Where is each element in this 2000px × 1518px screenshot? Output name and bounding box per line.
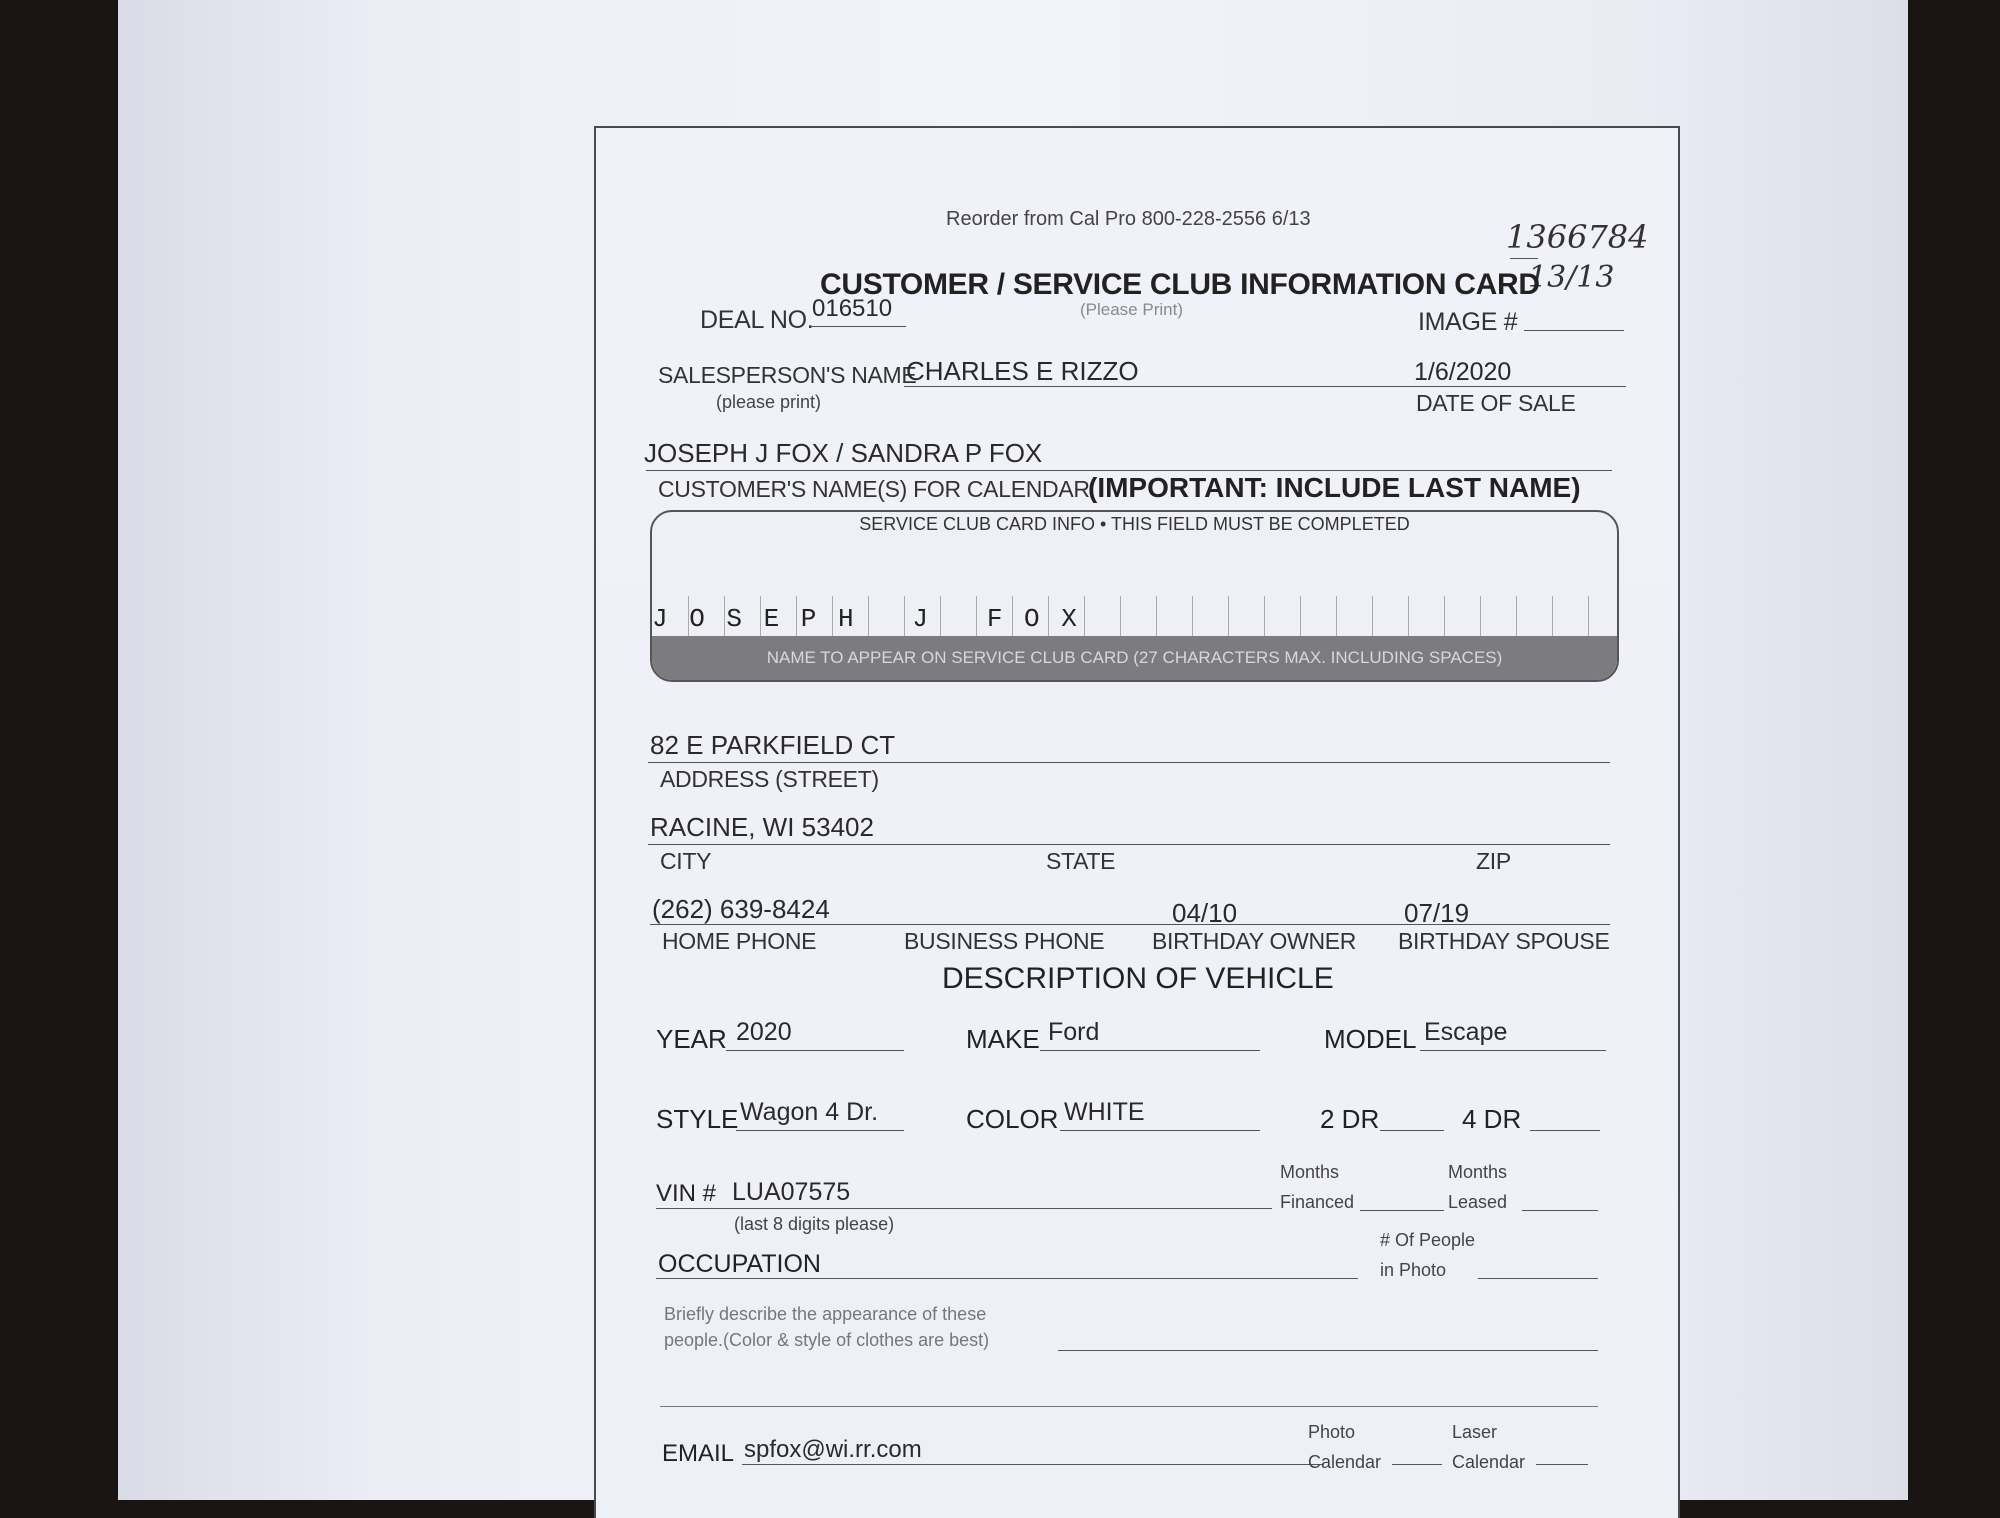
people-in-photo-label-2: in Photo: [1380, 1260, 1447, 1280]
months-leased-label-top: Months: [1448, 1162, 1508, 1182]
months-financed-label-top: Months: [1280, 1162, 1340, 1182]
four-door-label: 4 DR: [1462, 1104, 1522, 1134]
city-value: RACINE, WI 53402: [650, 812, 874, 842]
date-of-sale-label: DATE OF SALE: [1416, 390, 1576, 416]
make-label: MAKE: [966, 1024, 1040, 1054]
state-label: STATE: [1046, 848, 1116, 874]
deal-no-label: DEAL NO.: [700, 306, 814, 334]
date-of-sale-value: 1/6/2020: [1414, 358, 1512, 386]
laser-calendar-label-1: Laser: [1452, 1422, 1498, 1442]
service-club-name: JOSEPH J FOX: [652, 604, 1099, 634]
birthday-owner-label: BIRTHDAY OWNER: [1152, 928, 1357, 954]
paper-sheet: [118, 0, 1908, 1500]
home-phone-value: (262) 639-8424: [652, 894, 830, 924]
image-number-label: IMAGE #: [1418, 308, 1518, 336]
service-club-caption: NAME TO APPEAR ON SERVICE CLUB CARD (27 CHARACTERS MAX. INCLUDING SPACES): [766, 648, 1503, 667]
salesperson-hint: (please print): [716, 392, 822, 412]
model-label: MODEL: [1324, 1024, 1417, 1054]
email-label: EMAIL: [662, 1440, 735, 1467]
email-value: spfox@wi.rr.com: [744, 1436, 922, 1463]
appearance-label-1: Briefly describe the appearance of these: [664, 1304, 987, 1324]
occupation-label: OCCUPATION: [658, 1250, 821, 1278]
months-leased-label: Leased: [1448, 1192, 1508, 1212]
salesperson-value: CHARLES E RIZZO: [906, 356, 1139, 386]
home-phone-label: HOME PHONE: [662, 928, 817, 954]
vin-label: VIN #: [656, 1180, 717, 1207]
salesperson-label: SALESPERSON'S NAME: [658, 362, 917, 388]
style-value: Wagon 4 Dr.: [740, 1098, 879, 1126]
vehicle-heading: DESCRIPTION OF VEHICLE: [942, 962, 1334, 995]
please-print-note: (Please Print): [1080, 300, 1183, 319]
people-in-photo-label-1: # Of People: [1380, 1230, 1476, 1250]
information-card: [594, 126, 1680, 1518]
color-label: COLOR: [966, 1104, 1059, 1134]
color-value: WHITE: [1064, 1098, 1145, 1126]
reorder-text: Reorder from Cal Pro 800-228-2556 6/13: [946, 208, 1311, 230]
service-club-card-box: [650, 510, 1619, 682]
laser-calendar-label-2: Calendar: [1452, 1452, 1526, 1472]
photo-calendar-label-2: Calendar: [1308, 1452, 1382, 1472]
birthday-spouse-value: 07/19: [1404, 898, 1470, 928]
street-value: 82 E PARKFIELD CT: [650, 730, 896, 760]
deal-no-value: 016510: [812, 295, 893, 322]
appearance-label-2: people.(Color & style of clothes are best): [664, 1330, 990, 1350]
style-label: STYLE: [656, 1104, 739, 1134]
service-club-heading: SERVICE CLUB CARD INFO • THIS FIELD MUST BE COMPLETED: [859, 514, 1410, 534]
year-label: YEAR: [656, 1024, 727, 1054]
important-note: (IMPORTANT: INCLUDE LAST NAME): [1088, 472, 1581, 503]
customer-names-value: JOSEPH J FOX / SANDRA P FOX: [644, 438, 1043, 468]
service-club-band: [652, 636, 1617, 680]
street-label: ADDRESS (STREET): [660, 766, 879, 792]
photo-calendar-label-1: Photo: [1308, 1422, 1356, 1442]
card-title: CUSTOMER / SERVICE CLUB INFORMATION CARD: [820, 268, 1540, 301]
business-phone-label: BUSINESS PHONE: [904, 928, 1105, 954]
birthday-spouse-label: BIRTHDAY SPOUSE: [1398, 928, 1610, 954]
model-value: Escape: [1424, 1018, 1508, 1046]
city-label: CITY: [660, 848, 712, 874]
vin-value: LUA07575: [732, 1178, 851, 1206]
handwritten-number: 1366784: [1506, 218, 1649, 256]
vin-hint: (last 8 digits please): [734, 1214, 895, 1234]
handwritten-page: 13/13: [1528, 260, 1615, 295]
zip-label: ZIP: [1476, 848, 1511, 874]
months-financed-label: Financed: [1280, 1192, 1355, 1212]
two-door-label: 2 DR: [1320, 1104, 1380, 1134]
year-value: 2020: [736, 1018, 792, 1046]
birthday-owner-value: 04/10: [1172, 898, 1238, 928]
make-value: Ford: [1048, 1018, 1100, 1046]
customer-names-label: CUSTOMER'S NAME(S) FOR CALENDAR: [658, 476, 1090, 502]
